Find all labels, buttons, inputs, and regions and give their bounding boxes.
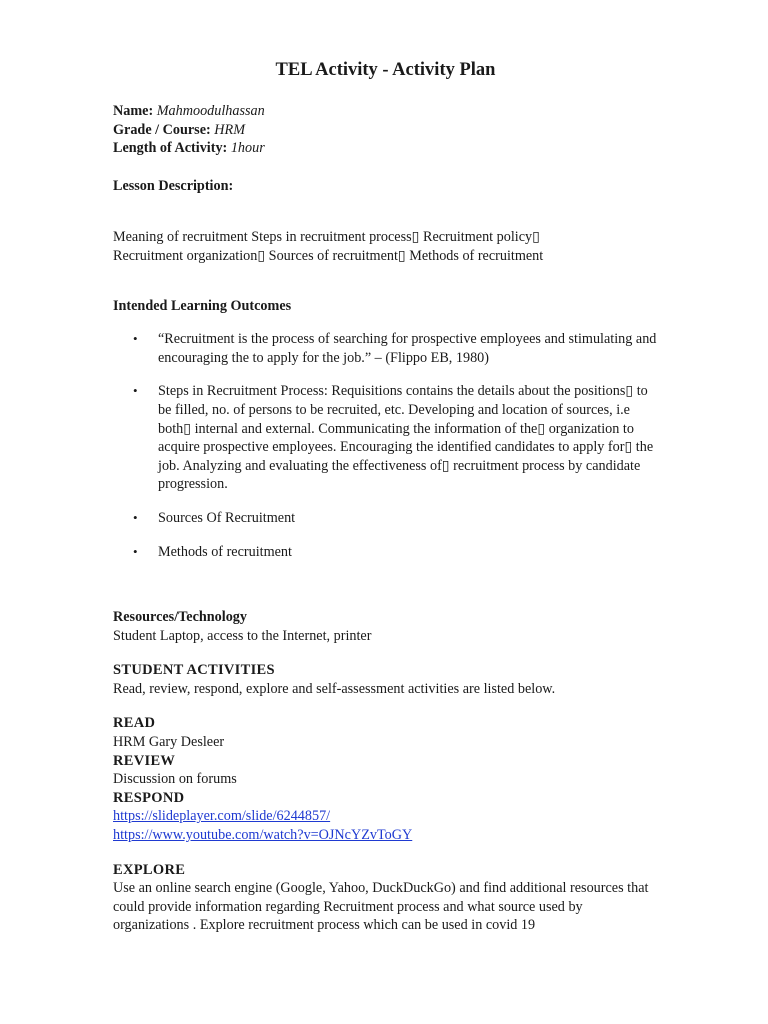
length-value: 1hour — [230, 140, 265, 157]
explore-heading: EXPLORE — [113, 861, 186, 878]
review-heading: REVIEW — [113, 752, 176, 769]
name-value: Mahmoodulhassan — [156, 103, 265, 119]
document-title: TEL Activity - Activity Plan — [275, 60, 496, 80]
respond-heading: RESPOND — [113, 789, 185, 806]
student-activities-text: Read, review, respond, explore and self-assessment activities are listed below. — [113, 680, 556, 697]
student-activities-heading: STUDENT ACTIVITIES — [113, 662, 275, 679]
outcome-text: Sources Of Recruitment — [158, 509, 296, 526]
bullet-icon: • — [133, 331, 138, 347]
list-item — [113, 330, 658, 367]
lesson-description-line: Recruitment organization▯ Sources of recruitment▯ Methods of recruitment — [113, 247, 544, 264]
list-item — [113, 543, 658, 562]
lesson-description — [113, 228, 658, 265]
bullet-icon: • — [133, 543, 138, 559]
list-item — [113, 509, 658, 528]
name-label: Name: — [113, 103, 154, 119]
grade-line — [113, 121, 658, 140]
length-line — [113, 139, 658, 158]
bullet-icon: • — [133, 383, 138, 399]
name-line — [113, 102, 658, 121]
explore-text: Use an online search engine (Google, Yahoo, DuckDuckGo) and find additional resources that could provide information regarding Recruitment process and what source used by organizations . Explore recruitment process which can be used in covid 19 — [113, 880, 649, 934]
review-text: Discussion on forums — [113, 771, 237, 788]
lesson-description-heading: Lesson Description: — [113, 177, 234, 194]
bullet-icon: • — [133, 509, 138, 525]
outcome-text: “Recruitment is the process of searching for prospective employees and stimulating and encouraging the to apply for the job.” – (Flippo EB, 1980) — [158, 331, 657, 366]
outcome-text: Steps in Recruitment Process: Requisitions contains the details about the positions▯ to be filled, no. of persons to be recruited, etc. Developing and location of sources, i.e both▯ internal and external. Communicating the information of the▯ organization to acquire prospective employees. Encouraging the identified candidates to apply for▯ the job. Analyzing and evaluating the effectiveness of▯ recruitment process by candidate progression. — [158, 383, 654, 493]
resources-heading: Resources/Technology — [113, 609, 247, 626]
length-label: Length of Activity: — [113, 140, 228, 157]
resources-text: Student Laptop, access to the Internet, printer — [113, 627, 372, 644]
read-text: HRM Gary Desleer — [113, 734, 225, 751]
list-item — [113, 382, 658, 494]
read-heading: READ — [113, 715, 156, 732]
grade-label: Grade / Course: — [113, 121, 211, 138]
outcome-text: Methods of recruitment — [158, 543, 292, 560]
lesson-description-line: Meaning of recruitment Steps in recruitment process▯ Recruitment policy▯ — [113, 229, 540, 246]
document-page — [113, 58, 658, 935]
grade-value: HRM — [214, 121, 246, 138]
youtube-link[interactable]: https://www.youtube.com/watch?v=OJNcYZvToGY — [113, 827, 413, 844]
outcomes-list — [113, 330, 658, 561]
outcomes-heading: Intended Learning Outcomes — [113, 297, 292, 314]
slideplayer-link[interactable]: https://slideplayer.com/slide/6244857/ — [113, 808, 331, 825]
